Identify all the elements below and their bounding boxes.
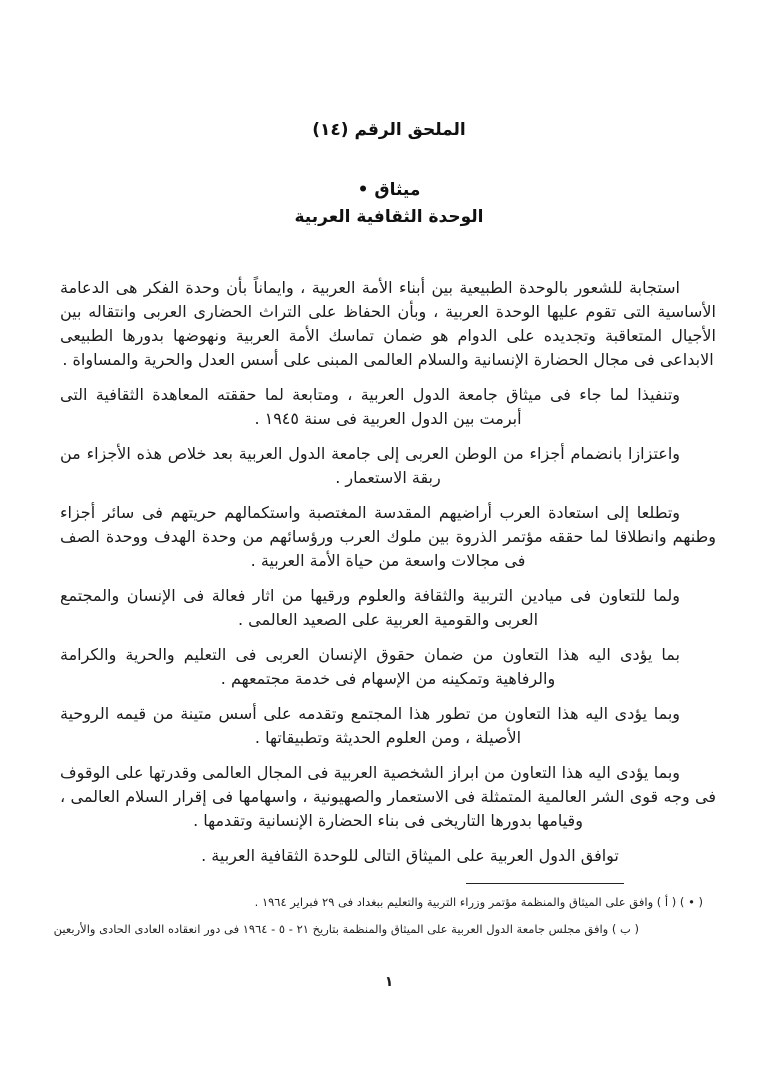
preamble-paragraph: واعتزازا بانضمام أجزاء من الوطن العربى إلى جامعة الدول العربية بعد خلاص هذه الأجزاء من ربقة الاستعمار .: [60, 444, 680, 487]
preamble-paragraph: وتطلعا إلى استعادة العرب أراضيهم المقدسة المغتصبة واستكمالهم حريتهم فى سائر أجزاء وطنهم وانطلاقا لما حققه مؤتمر الذروة بين ملوك العرب ورؤسائهم من وحدة الهدف ووحدة الصف فى مجالات واسعة من حياة الأمة العربية .: [60, 503, 716, 570]
page-number: ١: [384, 974, 394, 990]
charter-preamble: [60, 276, 716, 879]
footnotes: [53, 889, 703, 943]
charter-title: ميثاق •: [357, 180, 421, 200]
charter-subtitle: الوحدة الثقافية العربية: [294, 207, 484, 227]
footnote-item-a: ( • ) ( أ ) وافق على الميثاق والمنظمة مؤتمر وزراء التربية والتعليم ببغداد فى ٢٩ فبراير ١٩٦٤ .: [254, 895, 703, 909]
appendix-label: الملحق الرقم (١٤): [312, 120, 466, 140]
preamble-paragraph: ولما للتعاون فى ميادين التربية والثقافة والعلوم ورقيها من اثار فعالة فى الإنسان والمجتمع العربى والقومية العربية على الصعيد العالمى .: [60, 586, 680, 629]
closing-line: توافق الدول العربية على الميثاق التالى للوحدة الثقافية العربية .: [201, 846, 619, 865]
preamble-paragraph: بما يؤدى اليه هذا التعاون من ضمان حقوق الإنسان العربى فى التعليم والحرية والكرامة والرفاهية وتمكينه من الإسهام فى خدمة مجتمعهم .: [60, 645, 680, 688]
preamble-paragraph: وبما يؤدى اليه هذا التعاون من تطور هذا المجتمع وتقدمه على أسس متينة من قيمه الروحية الأصيلة ، ومن العلوم الحديثة وتطبيقاتها .: [60, 704, 680, 747]
preamble-paragraph: استجابة للشعور بالوحدة الطبيعية بين أبناء الأمة العربية ، وايماناً بأن وحدة الفكر هى الدعامة الأساسية التى تقوم عليها الوحدة العربية ، وبأن الحفاظ على التراث الحضارى العربى وانتقاله بين الأجيال المتعاقبة وتجديده على الدوام هو ضمان تماسك الأمة العربية ونهوضها بدورها الطبيعى الابداعى فى مجال الحضارة الإنسانية والسلام العالمى المبنى على أسس العدل والحرية والمساواة .: [60, 278, 716, 369]
preamble-paragraph: وتنفيذا لما جاء فى ميثاق جامعة الدول العربية ، ومتابعة لما حققته المعاهدة الثقافية التى أبرمت بين الدول العربية فى سنة ١٩٤٥ .: [60, 385, 680, 428]
footnote-separator: [466, 883, 624, 884]
preamble-paragraph: وبما يؤدى اليه هذا التعاون من ابراز الشخصية العربية فى المجال العالمى وقدرتها على الوقوف فى وجه قوى الشر العالمية المتمثلة فى الاستعمار والصهيونية ، واسهامها فى إقرار السلام العالمى ، وقيامها بدورها التاريخى فى بناء الحضارة الإنسانية وتقدمها .: [60, 763, 716, 830]
footnote-item-b: ( ب ) وافق مجلس جامعة الدول العربية على الميثاق والمنظمة بتاريخ ٢١ - ٥ - ١٩٦٤ فى دور انعقاده العادى الحادى والأربعين: [53, 922, 639, 936]
appendix-heading: [0, 120, 778, 140]
